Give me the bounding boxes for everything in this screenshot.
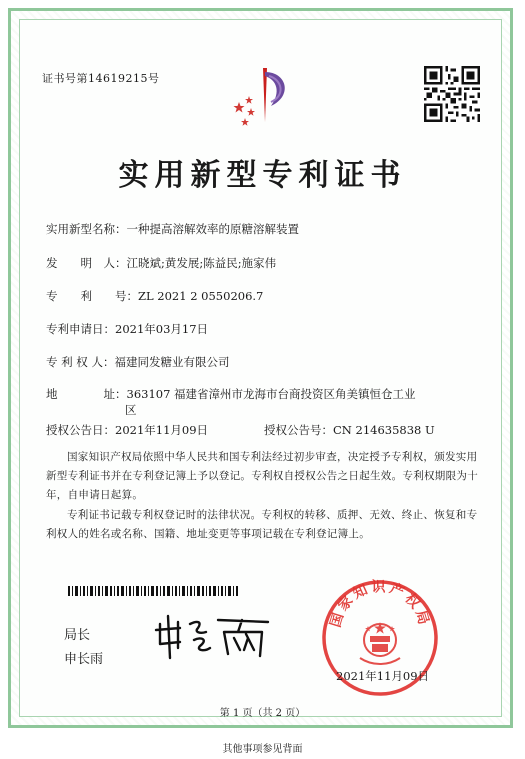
patent-number-label: 专 利 号： [46,289,138,303]
filing-date-value: 2021年03月17日 [115,322,209,336]
director-name: 申长雨 [64,652,104,667]
utility-model-name-label: 实用新型名称： [46,222,127,236]
patent-number-value: ZL 2021 2 0550206.7 [138,289,264,303]
inventor-row [46,255,276,271]
filing-date-label: 专利申请日： [46,322,115,336]
filing-date-row [46,321,208,337]
patentee-label: 专 利 权 人： [46,355,115,369]
grant-statement-paragraph: 国家知识产权局依照中华人民共和国专利法经过初步审查，决定授予专利权，颁发实用新型专利证书并在专利登记簿上予以登记。专利权自授权公告之日起生效。专利权期限为十年，自申请日起算。 [46,451,478,501]
svg-text:国家知识产权局 [327,579,432,630]
grant-number-label: 授权公告号： [264,423,333,437]
seal-text: 国家知识产权局 [327,579,433,630]
patentee-row [46,354,229,370]
page-number: 第 1 页（共 2 页） [219,708,306,719]
qr-code-icon [424,66,480,122]
barcode-icon [68,586,240,596]
legal-status-paragraph: 专利证书记载专利权登记时的法律状况。专利权的转移、质押、无效、终止、恢复和专利权人的姓名或名称、国籍、地址变更等事项记载在专利登记簿上。 [46,509,478,540]
grant-date-label: 授权公告日： [46,423,115,437]
seal-date: 2021年11月09日 [336,669,430,683]
address-row [46,386,416,402]
address-value-line2: 区 [125,403,137,417]
utility-model-name-value: 一种提高溶解效率的原糖溶解装置 [126,222,299,236]
grant-number-value: CN 214635838 U [333,423,435,437]
inventor-value: 江晓斌;黄发展;陈益民;施家伟 [126,256,277,270]
grant-number-row [264,422,435,438]
utility-model-name-row [46,221,299,237]
director-title: 局长 [64,628,91,643]
grant-date-row [46,422,208,438]
grant-date-value: 2021年11月09日 [115,423,209,437]
address-value-line1: 363107 福建省漳州市龙海市台商投资区角美镇恒仓工业 [126,387,416,401]
patentee-value: 福建同发糖业有限公司 [114,355,230,369]
cnipa-emblem-icon [225,62,303,134]
address-label: 地 址： [46,387,127,401]
page-title: 实用新型专利证书 [118,158,407,193]
inventor-label: 发 明 人： [46,256,127,270]
patent-number-row [46,288,263,304]
footer-note: 其他事项参见背面 [222,744,303,755]
director-signature-icon [150,610,280,662]
certificate-number: 证书号第14619215号 [42,72,160,85]
